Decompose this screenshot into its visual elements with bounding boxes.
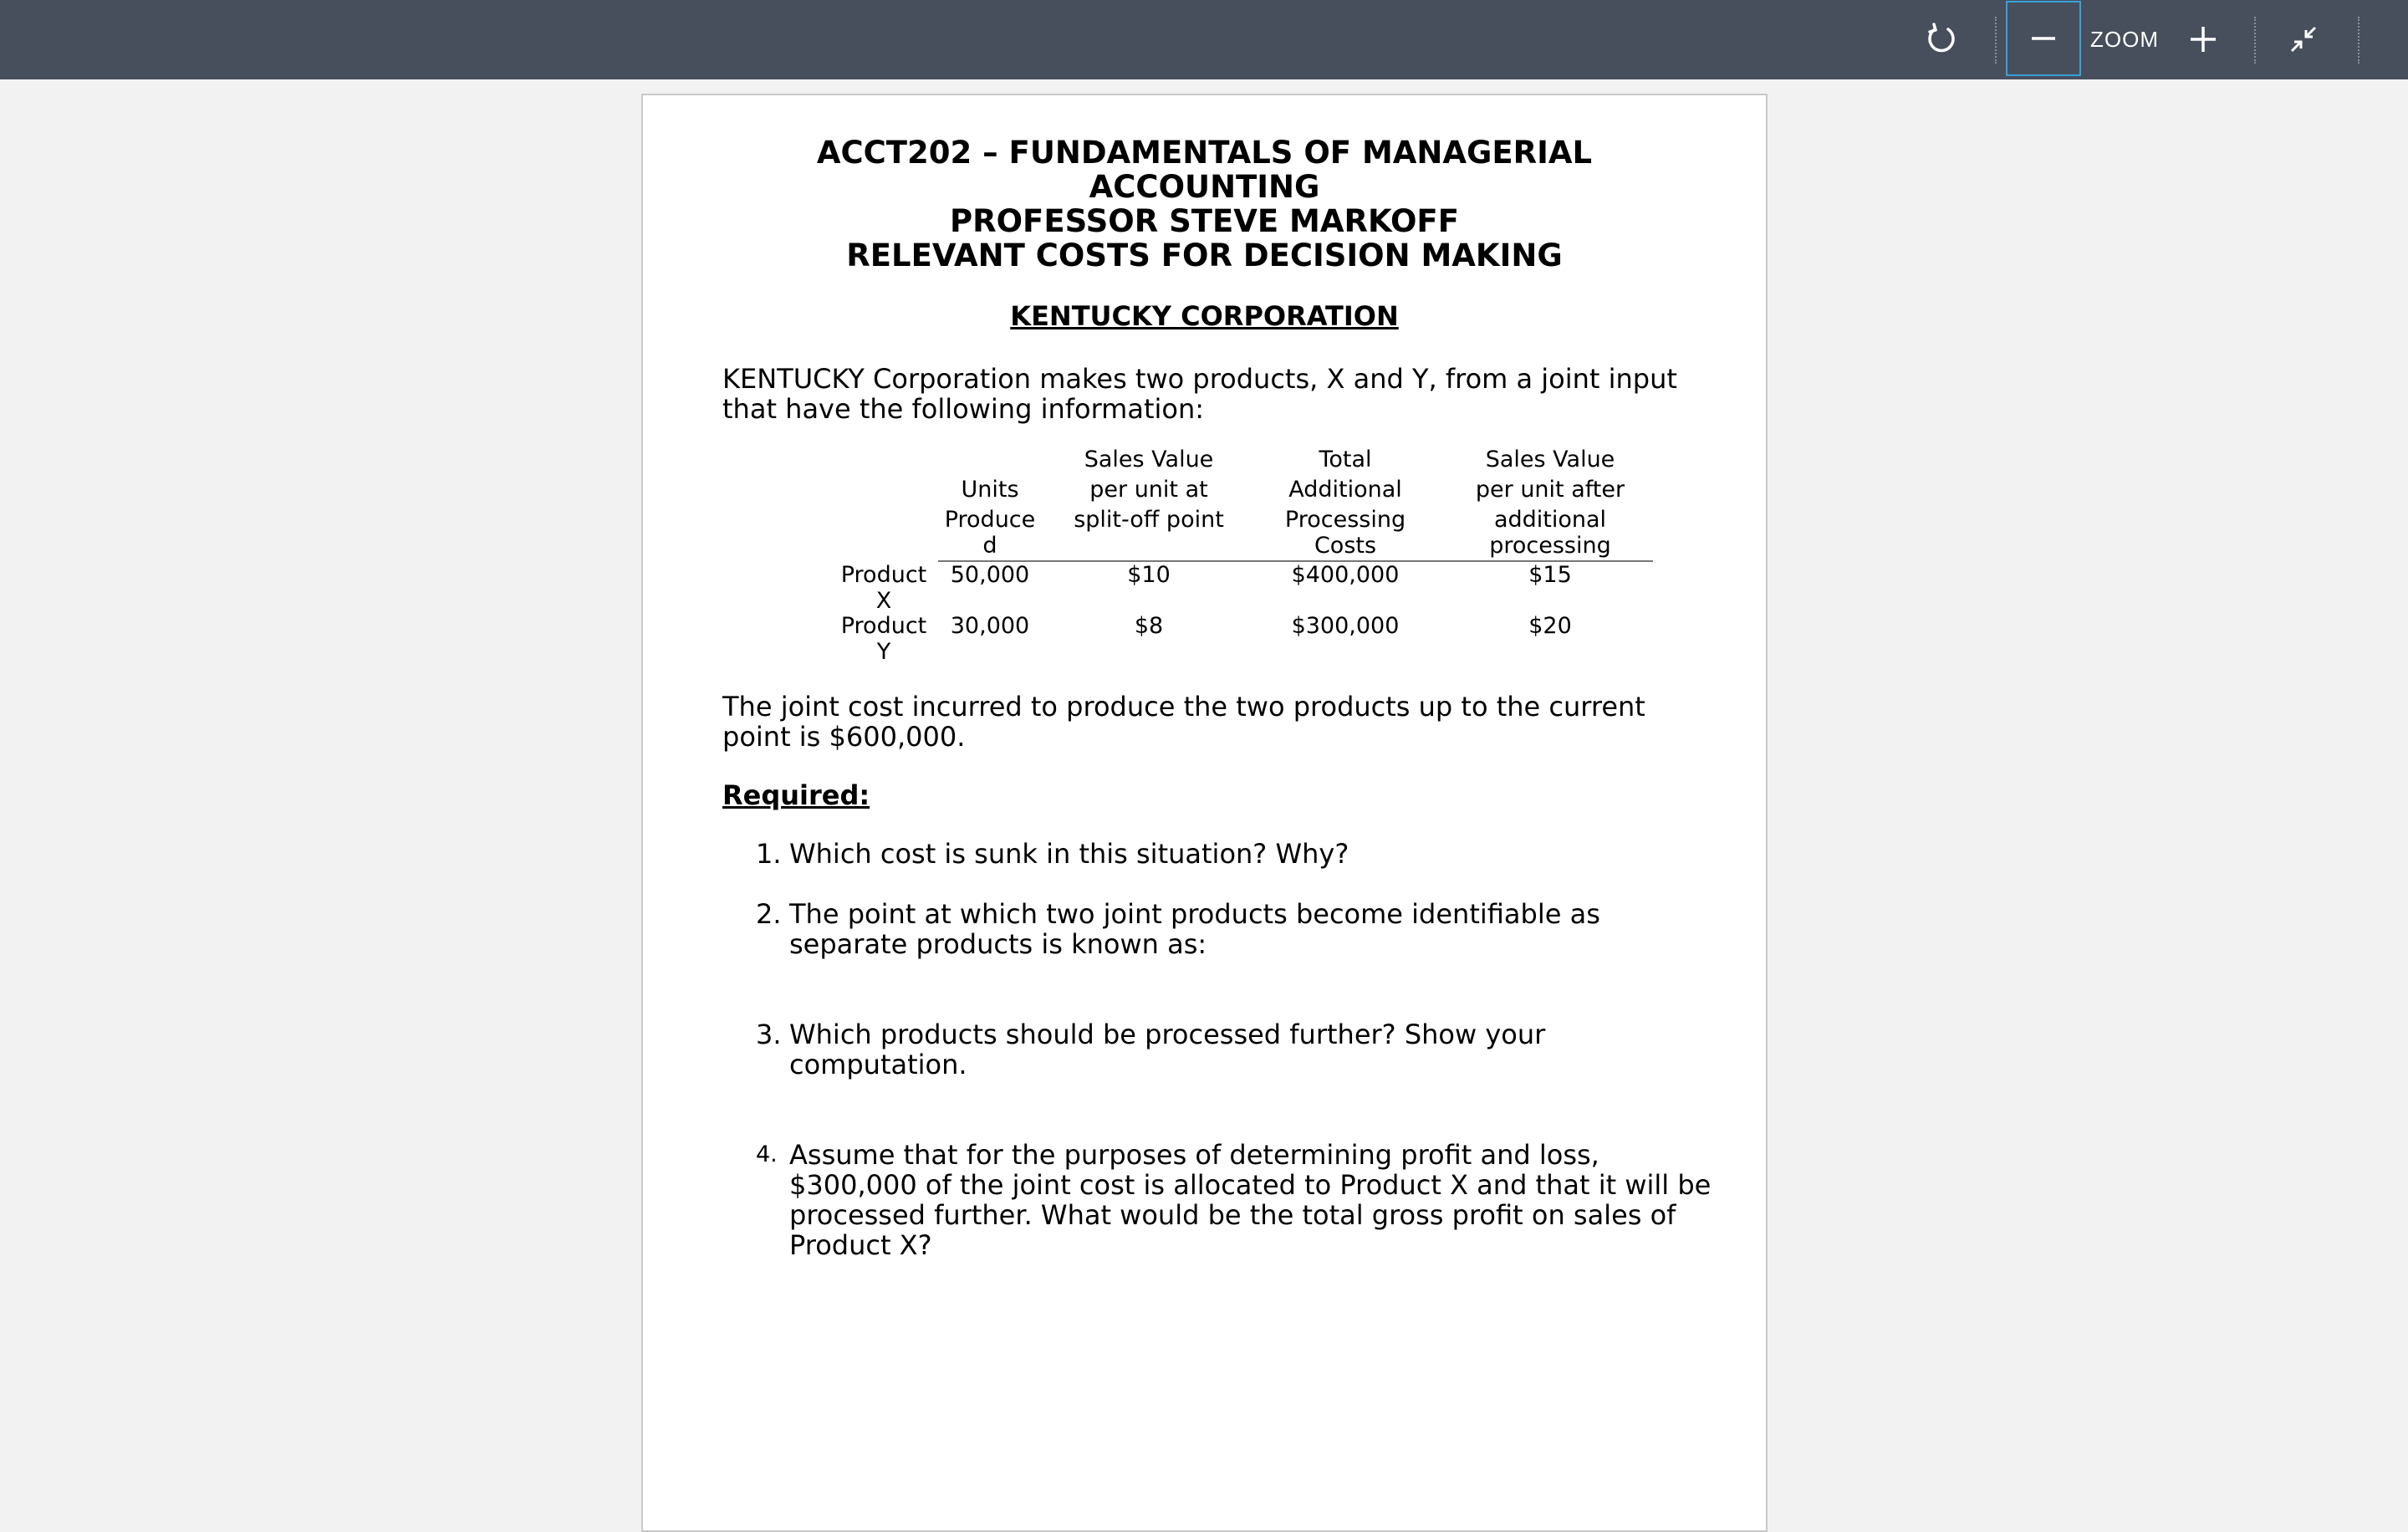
- zoom-out-button[interactable]: [2006, 1, 2081, 76]
- question-text: Which cost is sunk in this situation? Why?: [789, 838, 1349, 870]
- question-number: 3.: [756, 1019, 782, 1050]
- cell-split-value: $8: [1134, 613, 1164, 639]
- title-line: RELEVANT COSTS FOR DECISION MAKING: [846, 237, 1563, 273]
- title-line: PROFESSOR STEVE MARKOFF: [950, 203, 1459, 239]
- intro-paragraph: KENTUCKY Corporation makes two products, X and Y, from a joint input that have the following information:: [722, 363, 1677, 425]
- toolbar-divider: [1995, 17, 1997, 64]
- zoom-in-button[interactable]: [2182, 18, 2224, 60]
- table-header-additional-costs: Total Additional Processing Costs: [1284, 447, 1406, 559]
- toolbar-divider: [2358, 17, 2360, 64]
- title-line: ACCOUNTING: [1089, 169, 1320, 205]
- plus-icon: [2189, 25, 2217, 54]
- question-text: The point at which two joint products become identifiable as separate products is known as:: [789, 898, 1600, 960]
- row-label: Product X: [840, 562, 927, 614]
- question-number: 4.: [756, 1141, 778, 1167]
- question-number: 1.: [756, 838, 782, 870]
- cell-additional-costs: $300,000: [1291, 613, 1400, 639]
- collapse-icon: [2287, 23, 2320, 56]
- rotate-button[interactable]: [1921, 18, 1962, 60]
- minus-icon: [2030, 25, 2057, 52]
- cell-units: 30,000: [950, 613, 1030, 639]
- document-title: [643, 135, 1766, 273]
- rotate-icon: [1924, 22, 1959, 57]
- question-text: Which products should be processed further? Show your computation.: [789, 1019, 1546, 1080]
- company-heading: KENTUCKY CORPORATION: [1010, 300, 1399, 332]
- table-header-split-value: Sales Value per unit at split-off point: [1074, 447, 1224, 533]
- cell-units: 50,000: [950, 562, 1030, 588]
- exit-fullscreen-button[interactable]: [2283, 18, 2324, 60]
- cell-additional-costs: $400,000: [1291, 562, 1400, 588]
- cell-split-value: $10: [1127, 562, 1171, 588]
- question-number: 2.: [756, 898, 782, 930]
- question-text: Assume that for the purposes of determining profit and loss, $300,000 of the joint cost is allocated to Product X and that it will be processed further. What would be the total gross profit on sales of Product X?: [789, 1139, 1712, 1261]
- table-header-units: Units Produce d: [944, 477, 1036, 559]
- zoom-label: ZOOM: [2090, 27, 2159, 52]
- viewer-toolbar: [0, 0, 2408, 79]
- cell-final-value: $20: [1528, 613, 1572, 639]
- joint-cost-paragraph: The joint cost incurred to produce the two products up to the current point is $600,000.: [722, 691, 1645, 753]
- title-line: ACCT202 – FUNDAMENTALS OF MANAGERIAL: [816, 135, 1593, 171]
- table-header-final-value: Sales Value per unit after additional processing: [1475, 447, 1625, 559]
- row-label: Product Y: [840, 613, 927, 665]
- cell-final-value: $15: [1528, 562, 1572, 588]
- document-page: [641, 94, 1768, 1532]
- toolbar-divider: [2254, 17, 2256, 64]
- required-heading: Required:: [722, 779, 870, 811]
